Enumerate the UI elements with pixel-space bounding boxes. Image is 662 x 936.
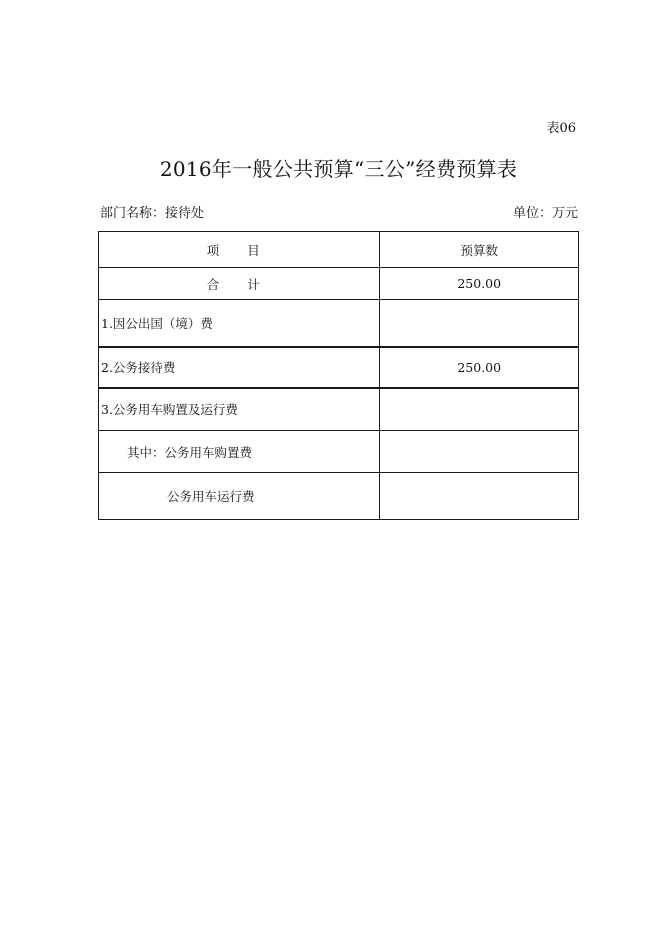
row-label: 2.公务接待费 (99, 347, 380, 388)
page-title: 2016年一般公共预算“三公”经费预算表 (159, 157, 518, 181)
table-header-row (99, 232, 579, 268)
row-value (380, 388, 579, 431)
row-value (380, 473, 579, 520)
header-item: 项 目 (99, 232, 380, 268)
row-value (380, 300, 579, 347)
table-row (99, 473, 579, 520)
table-row (99, 300, 579, 347)
unit-label: 单位：万元 (512, 206, 578, 221)
table-row (99, 388, 579, 431)
budget-table (98, 231, 579, 520)
table-row (99, 347, 579, 388)
department-line (100, 202, 578, 221)
row-value (380, 431, 579, 473)
table-number: 表06 (546, 121, 576, 136)
row-label: 1.因公出国（境）费 (99, 300, 380, 347)
row-label: 公务用车运行费 (99, 473, 380, 520)
row-value: 250.00 (380, 268, 579, 300)
table-row (99, 431, 579, 473)
row-label: 其中：公务用车购置费 (99, 431, 380, 473)
table-row-total (99, 268, 579, 300)
department-name: 部门名称：接待处 (100, 206, 205, 221)
row-value: 250.00 (380, 347, 579, 388)
header-value: 预算数 (380, 232, 579, 268)
row-label: 3.公务用车购置及运行费 (99, 388, 380, 431)
row-label: 合 计 (99, 268, 380, 300)
